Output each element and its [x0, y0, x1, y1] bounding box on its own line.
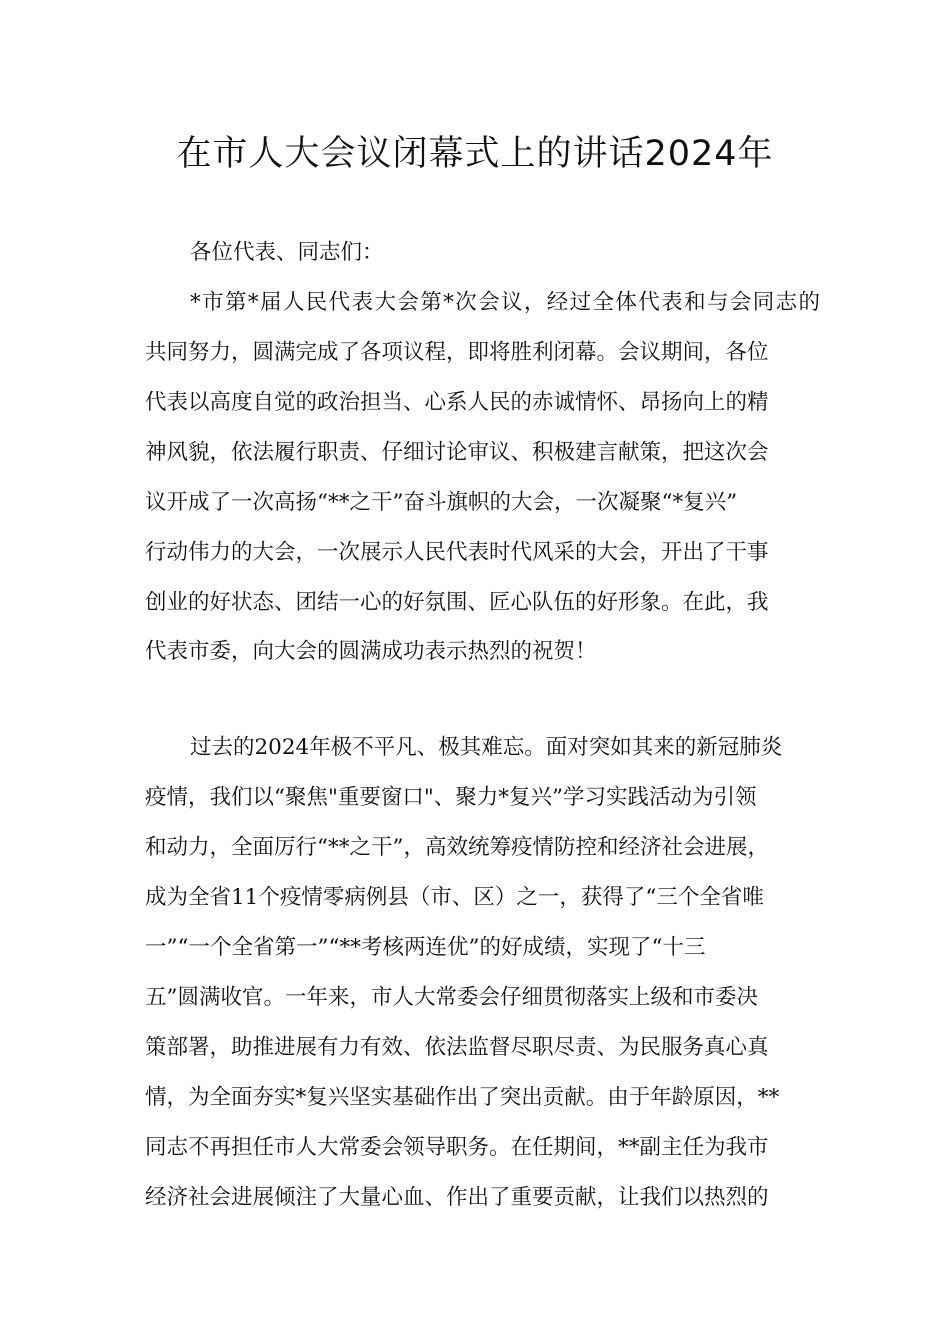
paragraph-line: 成为全省11个疫情零病例县（市、区）之一，获得了“三个全省唯: [145, 885, 764, 910]
paragraph-line: *市第*届人民代表大会第*次会议，经过全体代表和与会同志的: [190, 290, 820, 315]
paragraph-line: 疫情，我们以“聚焦"重要窗口"、聚力*复兴”学习实践活动为引领: [145, 785, 757, 810]
paragraph-line: 和动力，全面厉行“**之干”，高效统筹疫情防控和经济社会进展，: [145, 835, 769, 860]
paragraph-line: 议开成了一次高扬“**之干”奋斗旗帜的大会，一次凝聚“*复兴”: [145, 490, 738, 515]
paragraph-line: 行动伟力的大会，一次展示人民代表时代风采的大会，开出了干事: [145, 540, 769, 565]
paragraph-line: 同志不再担任市人大常委会领导职务。在任期间，**副主任为我市: [145, 1135, 769, 1160]
paragraph-line: 共同努力，圆满完成了各项议程，即将胜利闭幕。会议期间，各位: [145, 340, 769, 365]
paragraph-line: 神风貌，依法履行职责、仔细讨论审议、积极建言献策，把这次会: [145, 440, 769, 465]
paragraph-line: 经济社会进展倾注了大量心血、作出了重要贡献，让我们以热烈的: [145, 1185, 769, 1210]
paragraph-line: 代表以高度自觉的政治担当、心系人民的赤诚情怀、昂扬向上的精: [145, 390, 769, 415]
paragraph-line: 情，为全面夯实*复兴坚实基础作出了突出贡献。由于年龄原因，**: [145, 1085, 780, 1110]
paragraph-line: 策部署，助推进展有力有效、依法监督尽职尽责、为民服务真心真: [145, 1035, 769, 1060]
document-title: 在市人大会议闭幕式上的讲话2024年: [176, 134, 774, 174]
salutation: 各位代表、同志们：: [190, 240, 384, 265]
paragraph-line: 五”圆满收官。一年来，市人大常委会仔细贯彻落实上级和市委决: [145, 985, 758, 1010]
paragraph-line: 创业的好状态、团结一心的好氛围、匠心队伍的好形象。在此，我: [145, 590, 769, 615]
paragraph-line: 代表市委，向大会的圆满成功表示热烈的祝贺！: [145, 639, 597, 664]
paragraph-line: 过去的2024年极不平凡、极其难忘。面对突如其来的新冠肺炎: [190, 735, 783, 760]
paragraph-line: 一”“一个全省第一”“**考核两连优”的好成绩，实现了“十三: [145, 935, 706, 960]
